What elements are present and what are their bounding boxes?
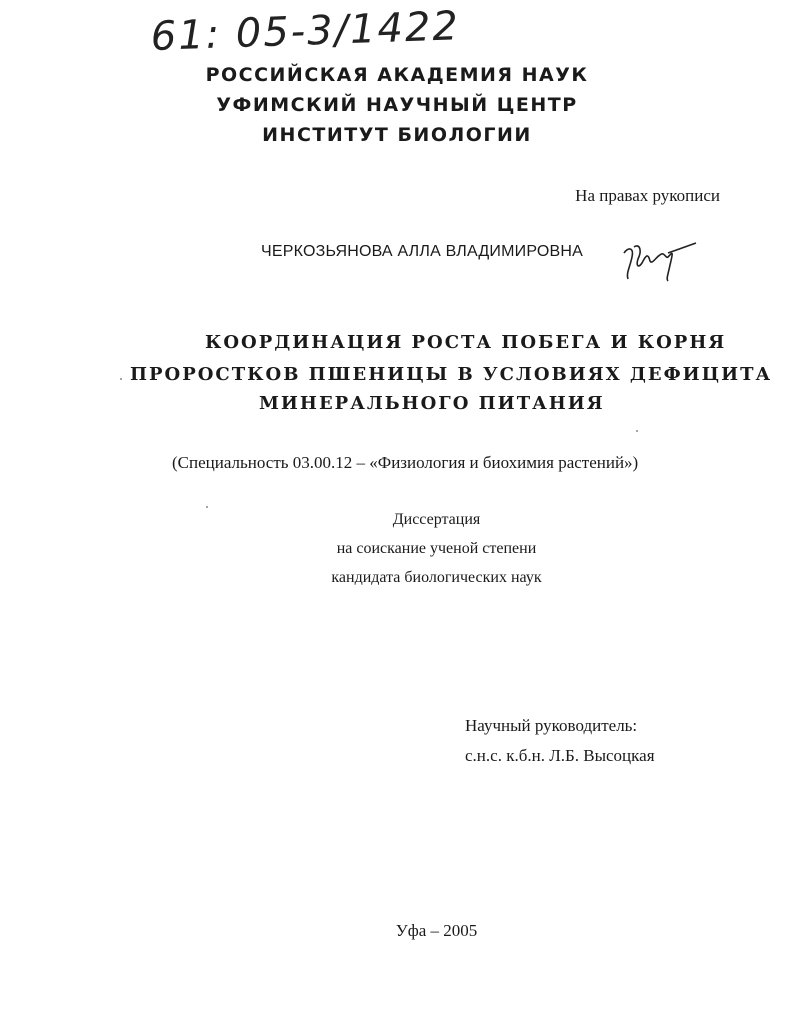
dissertation-purpose: на соискание ученой степени bbox=[336, 540, 537, 557]
supervisor-name: с.н.с. к.б.н. Л.Б. Высоцкая bbox=[465, 746, 655, 765]
title-line-2: ПРОРОСТКОВ ПШЕНИЦЫ В УСЛОВИЯХ ДЕФИЦИТА bbox=[130, 364, 773, 385]
research-center-text: УФИМСКИЙ НАУЧНЫЙ ЦЕНТР bbox=[216, 94, 578, 116]
title-line-3: МИНЕРАЛЬНОГО ПИТАНИЯ bbox=[259, 393, 605, 414]
scan-speck bbox=[206, 506, 208, 508]
archive-number-handwritten: 61: 05-3/1422 bbox=[150, 3, 461, 60]
scan-speck bbox=[120, 378, 122, 380]
specialty-line: (Специальность 03.00.12 – «Физиология и биохимия растений») bbox=[172, 453, 639, 472]
author-signature bbox=[618, 235, 698, 285]
dissertation-type: Диссертация bbox=[392, 511, 481, 528]
academy-name bbox=[67, 64, 793, 86]
title-line-1: КООРДИНАЦИЯ РОСТА ПОБЕГА И КОРНЯ bbox=[205, 332, 727, 353]
rights-note: На правах рукописи bbox=[575, 186, 720, 205]
institute-text: ИНСТИТУТ БИОЛОГИИ bbox=[262, 124, 532, 146]
dissertation-degree: кандидата биологических наук bbox=[331, 569, 542, 586]
academy-name-text: РОССИЙСКАЯ АКАДЕМИЯ НАУК bbox=[205, 64, 589, 86]
author-name: ЧЕРКОЗЬЯНОВА АЛЛА ВЛАДИМИРОВНА bbox=[261, 243, 584, 260]
scan-speck bbox=[636, 430, 638, 432]
institute-name bbox=[67, 124, 793, 146]
research-center-name bbox=[67, 94, 793, 116]
place-and-year: Уфа – 2005 bbox=[395, 921, 478, 940]
supervisor-label: Научный руководитель: bbox=[465, 716, 638, 735]
